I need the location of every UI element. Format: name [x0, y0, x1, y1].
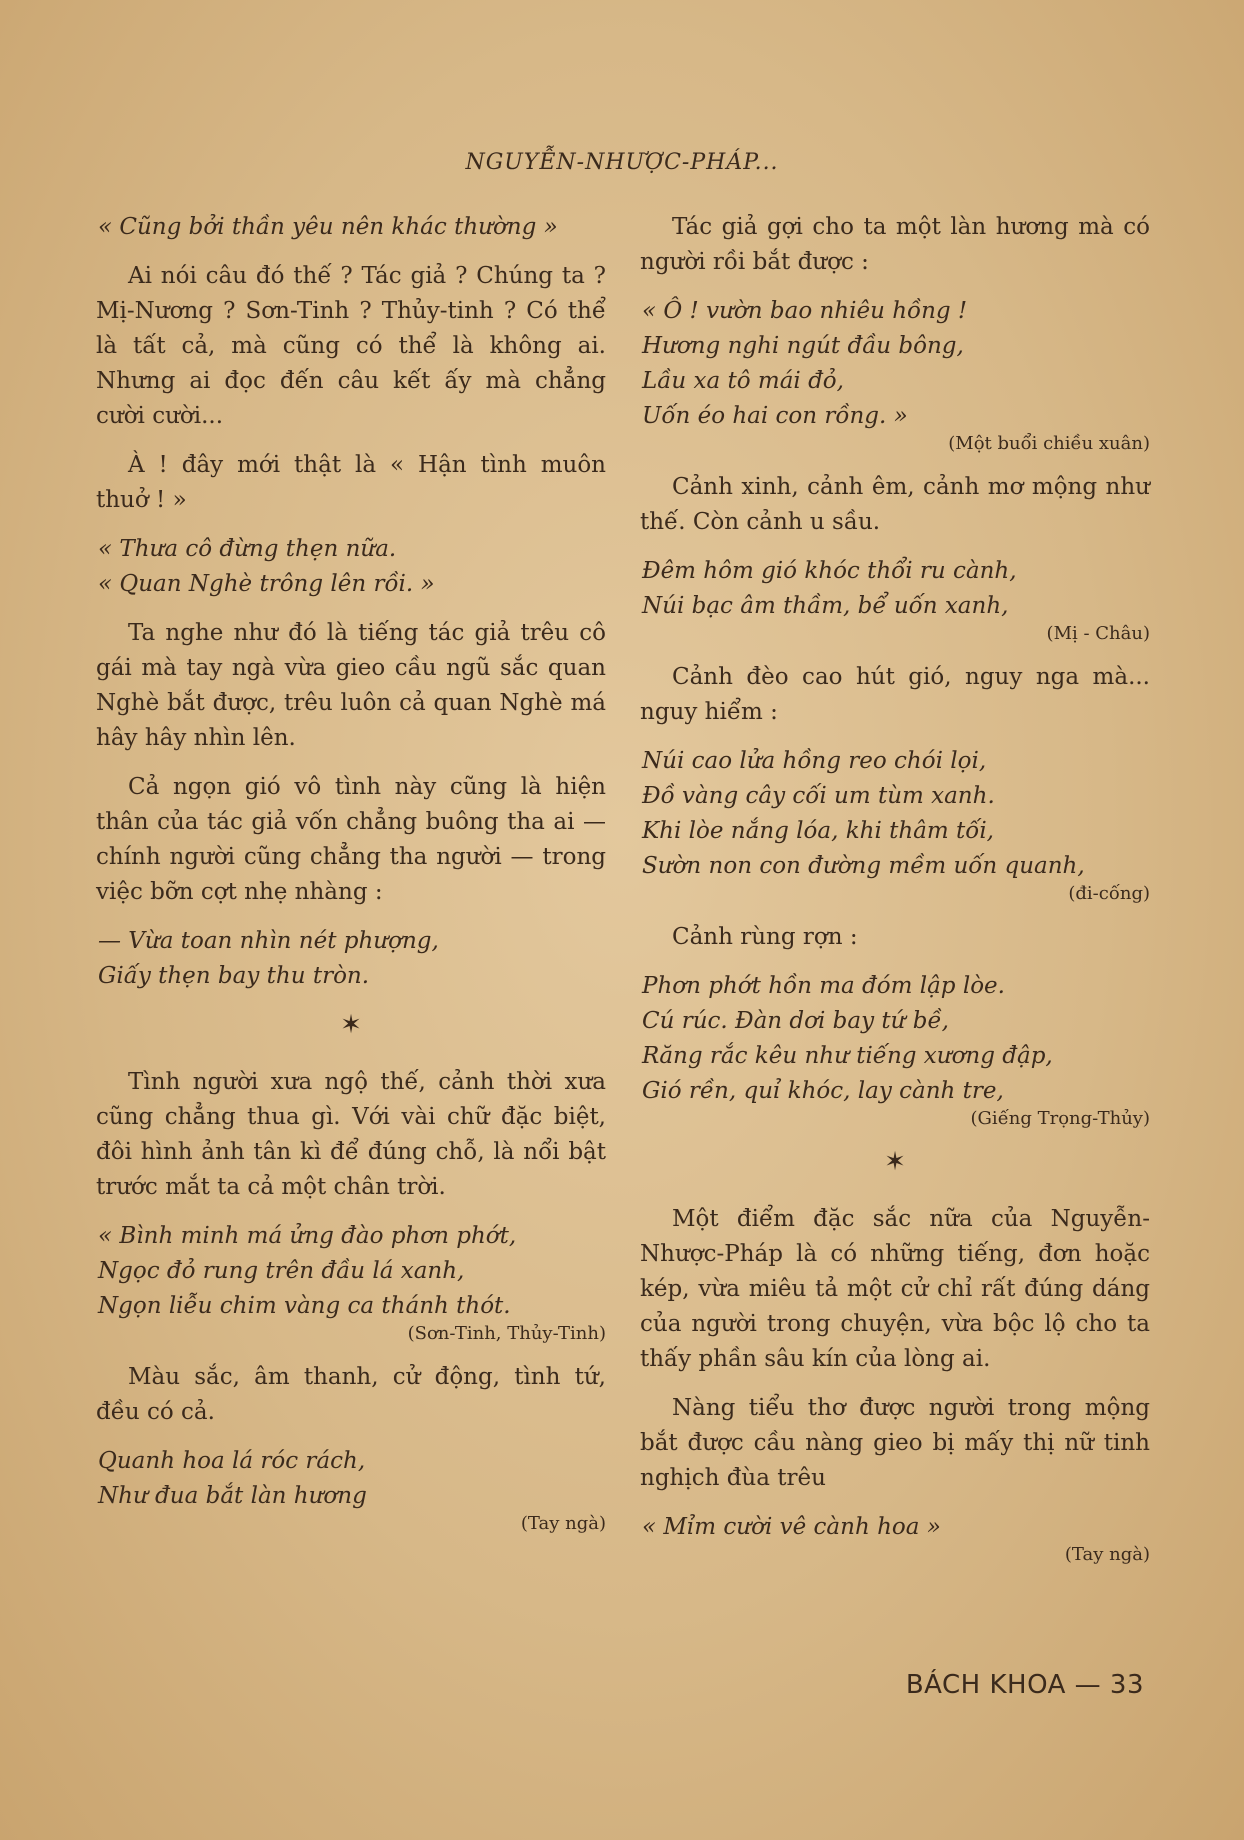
verse-line: Ngọn liễu chim vàng ca thánh thót. — [98, 1293, 511, 1319]
section-divider-star: ✶ — [884, 1147, 906, 1177]
paragraph: Cả ngọn gió vô tình này cũng là hiện thân của tác giả vốn chẳng buông tha ai — chính người cũng chẳng tha người — trong việc bỡn cợt nhẹ nhàng : — [96, 774, 606, 905]
verse-source: (Giếng Trọng-Thủy) — [970, 1108, 1150, 1129]
verse-block — [96, 1444, 606, 1536]
verse-block — [96, 1219, 606, 1346]
verse-line: « Quan Nghè trông lên rồi. » — [98, 571, 435, 597]
verse-block — [640, 969, 1150, 1131]
verse-source: (đi-cống) — [1068, 883, 1150, 904]
verse-block — [96, 532, 606, 602]
verse-line: Gió rền, quỉ khóc, lay cành tre, — [642, 1078, 1004, 1104]
running-header: NGUYỄN-NHƯỢC-PHÁP... — [465, 150, 779, 175]
verse-line: « Ô ! vườn bao nhiêu hồng ! — [642, 298, 968, 324]
verse-line: Quanh hoa lá róc rách, — [98, 1448, 366, 1474]
paragraph: Ai nói câu đó thế ? Tác giả ? Chúng ta ? Mị-Nương ? Sơn-Tinh ? Thủy-tinh ? Có thể là tất cả, mà cũng có thể là không ai. Nhưng ai đọc đến câu kết ấy mà chẳng cười cười... — [96, 263, 606, 429]
paragraph: Ta nghe như đó là tiếng tác giả trêu cô gái mà tay ngà vừa gieo cầu ngũ sắc quan Nghè bắt được, trêu luôn cả quan Nghè má hây hây nhìn lên. — [96, 620, 606, 751]
verse-line: Uốn éo hai con rồng. » — [642, 403, 908, 429]
verse-line: Hương nghi ngút đầu bông, — [642, 333, 964, 359]
verse-line: Như đua bắt làn hương — [98, 1483, 367, 1509]
paragraph: Một điểm đặc sắc nữa của Nguyễn-Nhược-Pháp là có những tiếng, đơn hoặc kép, vừa miêu tả một cử chỉ rất đúng dáng của người trong chuyện, vừa bộc lộ cho ta thấy phần sâu kín của lòng ai. — [640, 1206, 1150, 1372]
paragraph: Cảnh xinh, cảnh êm, cảnh mơ mộng như thế. Còn cảnh u sầu. — [640, 474, 1150, 535]
verse-line: Giấy thẹn bay thu tròn. — [98, 963, 370, 989]
verse-line: Núi cao lửa hồng reo chói lọi, — [642, 748, 987, 774]
verse-source: (Tay ngà) — [1064, 1544, 1150, 1565]
verse-line: « Bình minh má ửng đào phơn phớt, — [98, 1223, 517, 1249]
verse-line: Sườn non con đường mềm uốn quanh, — [642, 853, 1085, 879]
left-column — [96, 210, 606, 1550]
verse-line: — Vừa toan nhìn nét phượng, — [98, 928, 439, 954]
verse-line: Đêm hôm gió khóc thổi ru cành, — [642, 558, 1017, 584]
right-column — [640, 210, 1150, 1581]
verse-line: Phơn phớt hồn ma đóm lập lòe. — [642, 973, 1005, 999]
verse-block — [640, 1510, 1150, 1567]
verse-block — [640, 554, 1150, 646]
verse-line: « Cũng bởi thần yêu nên khác thường » — [98, 214, 558, 240]
paragraph: Cảnh rùng rợn : — [672, 924, 858, 950]
verse-line: Khi lòe nắng lóa, khi thâm tối, — [642, 818, 994, 844]
quote-verse — [96, 210, 606, 245]
verse-line: Núi bạc âm thầm, bể uốn xanh, — [642, 593, 1009, 619]
paragraph: Cảnh đèo cao hút gió, nguy nga mà... nguy hiểm : — [640, 664, 1150, 725]
verse-source: (Mị - Châu) — [1046, 623, 1150, 644]
paragraph: Nàng tiểu thơ được người trong mộng bắt được cầu nàng gieo bị mấy thị nữ tinh nghịch đùa trêu — [640, 1395, 1150, 1491]
paragraph: À ! đây mới thật là « Hận tình muôn thuở ! » — [96, 452, 606, 513]
verse-line: Cú rúc. Đàn dơi bay tứ bề, — [642, 1008, 949, 1034]
verse-line: Lầu xa tô mái đỏ, — [642, 368, 844, 394]
verse-line: Răng rắc kêu như tiếng xương đập, — [642, 1043, 1053, 1069]
verse-line: « Mỉm cười vê cành hoa » — [642, 1514, 941, 1540]
verse-line: Ngọc đỏ rung trên đầu lá xanh, — [98, 1258, 465, 1284]
paragraph: Màu sắc, âm thanh, cử động, tình tứ, đều có cả. — [96, 1364, 606, 1425]
verse-block — [96, 924, 606, 994]
paragraph: Tác giả gợi cho ta một làn hương mà có người rồi bắt được : — [640, 214, 1150, 275]
verse-line: Đồ vàng cây cối um tùm xanh. — [642, 783, 995, 809]
verse-source: (Một buổi chiều xuân) — [948, 433, 1150, 454]
verse-block — [640, 294, 1150, 456]
section-divider-star: ✶ — [340, 1010, 362, 1040]
verse-block — [640, 744, 1150, 906]
page-footer: BÁCH KHOA — 33 — [905, 1670, 1144, 1700]
verse-source: (Tay ngà) — [520, 1513, 606, 1534]
verse-source: (Sơn-Tinh, Thủy-Tinh) — [407, 1323, 606, 1344]
paragraph: Tình người xưa ngộ thế, cảnh thời xưa cũng chẳng thua gì. Với vài chữ đặc biệt, đôi hình ảnh tân kì để đúng chỗ, là nổi bật trước mắt ta cả một chân trời. — [96, 1069, 606, 1200]
verse-line: « Thưa cô đừng thẹn nữa. — [98, 536, 397, 562]
